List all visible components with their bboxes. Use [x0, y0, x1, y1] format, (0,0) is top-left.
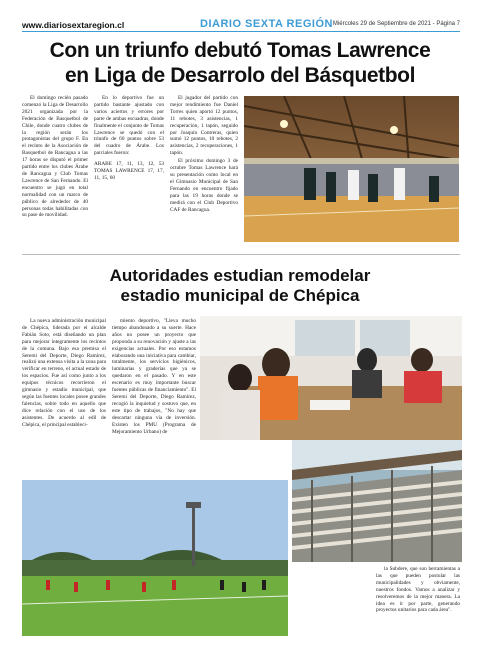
article2-headline-line1: Autoridades estudian remodelar	[109, 266, 371, 285]
article1-col1-text: El domingo recién pasado comenzó la Liga de Desarrollo 2021 organizada por la Federación de Basquetbol de Chile, donde cuatro clubes de la región serán los protagonistas del grupo F. En el recinto de la Asociación de Basquetbol de Rancagua a las 17 horas se disputó el primer partido entre los clubes Árabe de Rancagua y Club Tomas Lawrence de San Fernando. El encuentro se jugó en total normalidad con un marco de público de alrededor de 40 personas todas habilitadas con su pase de movilidad.	[22, 95, 88, 219]
newspaper-name: DIARIO SEXTA REGIÓN	[200, 18, 333, 30]
article1-col3-text: El jugador del partido con mejor rendimiento fue Daniel Torres quien aportó 12 puntos, 11 rebotes, 3 asistencias, 1 recuperación, 1 tapón, seguido por Joaquín Contreras, quien sumó 12 puntos, 10 rebotes, 2 asistencias, 2 recuperaciones, 1 tapón.	[170, 95, 238, 157]
soccer-field-photo	[22, 480, 288, 636]
article2-col2-text: miento deportivo, "Lleva mucho tiempo abandonado a su suerte. Hace años no posee un proyecto que proponda a su renovación y ajuste a las exigencias actuales. Por eso estamos elaborando una iniciativa para cambiar, totalmente, los servicios higiénicos, luminarias y graderías que ya se quedaron en el pasado. Y en este escenario es muy importante buscar fuentes públicas de financiamiento". El Seremi del Deporte, Diego Ramírez, recogió la inquietud y sostuvo que, en este tipo de trabajos, "No hay que descartar ninguna vía de inversión. Existen los PMU (Programa de Mejoramiento Urbano) de	[112, 318, 196, 435]
article1-headline	[20, 38, 460, 88]
page-header	[22, 18, 460, 32]
article1-column1	[22, 95, 88, 245]
site-url[interactable]: www.diariosextaregion.cl	[22, 20, 125, 30]
article1-col3b-text: El próximo domingo 3 de octubre Tomas Lawrence hará su presentación como local en el Gimnasio Municipal de San Fernando en encuentro fijado para las 19 horas donde se medirá con el Club Deportivo CAF de Rancagua.	[170, 158, 238, 213]
article2-headline-line2: estadio municipal de Chépica	[120, 286, 360, 305]
article1-headline-line2: en Liga de Desarrolo del Básquetbol	[64, 64, 416, 87]
basketball-game-photo	[244, 96, 459, 242]
article1-column3	[170, 95, 238, 245]
article2-column1	[22, 318, 106, 478]
date-page: Miércoles 29 de Septiembre de 2021 - Página 7	[332, 21, 460, 27]
stadium-bleachers-photo	[292, 440, 462, 562]
article2-col1-text: La nueva administración municipal de Chépica, liderada por el alcalde Fabián Soto, está diseñando un plan para mejorar íntegramente los recintos de la comuna. Bajo esa premisa el Seremi del Deporte, Diego Ramírez, realizó una extensa visita a la zona para verificar en terreno, el actual estado de los espacios. Fue así como junto a los equipos técnicos recorrieron el gimnasio y estadio municipal, que según las fuentes locales posee grandes falencias, sobre todo en aquello que dice relación con el uso de los asistentes. De acuerdo al edil de Chépica, el principal estableci-	[22, 318, 106, 428]
article1-col2-text: En lo deportivo fue un partido bastante ajustado con varios aciertos y errores por parte de ambas escuadras, donde finalmente el conjunto de Tomas Lawrence se quedó con el triunfo de 60 puntos sobre 53 del cuadro de Árabe. Los parciales fueron:	[94, 95, 164, 157]
meeting-photo	[200, 316, 462, 440]
article2-headline	[60, 266, 420, 306]
article1-scores: ARABE 17, 11, 13, 12, 53 TOMAS LAWRENCE 17, 17, 11, 15, 60	[94, 161, 164, 181]
article2-column3	[376, 566, 460, 646]
article1-headline-line1: Con un triunfo debutó Tomas Lawrence	[49, 39, 431, 62]
article1-column2	[94, 95, 164, 245]
article2-col3-text: la Subdere, que son herramientas a las que pueden postular las municipalidades y obviamente, nuestros fondos. Vamos a analizar y resolveremos de la mejor manera. La idea es ir por parte, generando proyectos unitarios para cada área".	[376, 566, 460, 614]
article2-column2	[112, 318, 196, 468]
section-divider	[22, 254, 460, 255]
header-rule	[22, 31, 460, 32]
